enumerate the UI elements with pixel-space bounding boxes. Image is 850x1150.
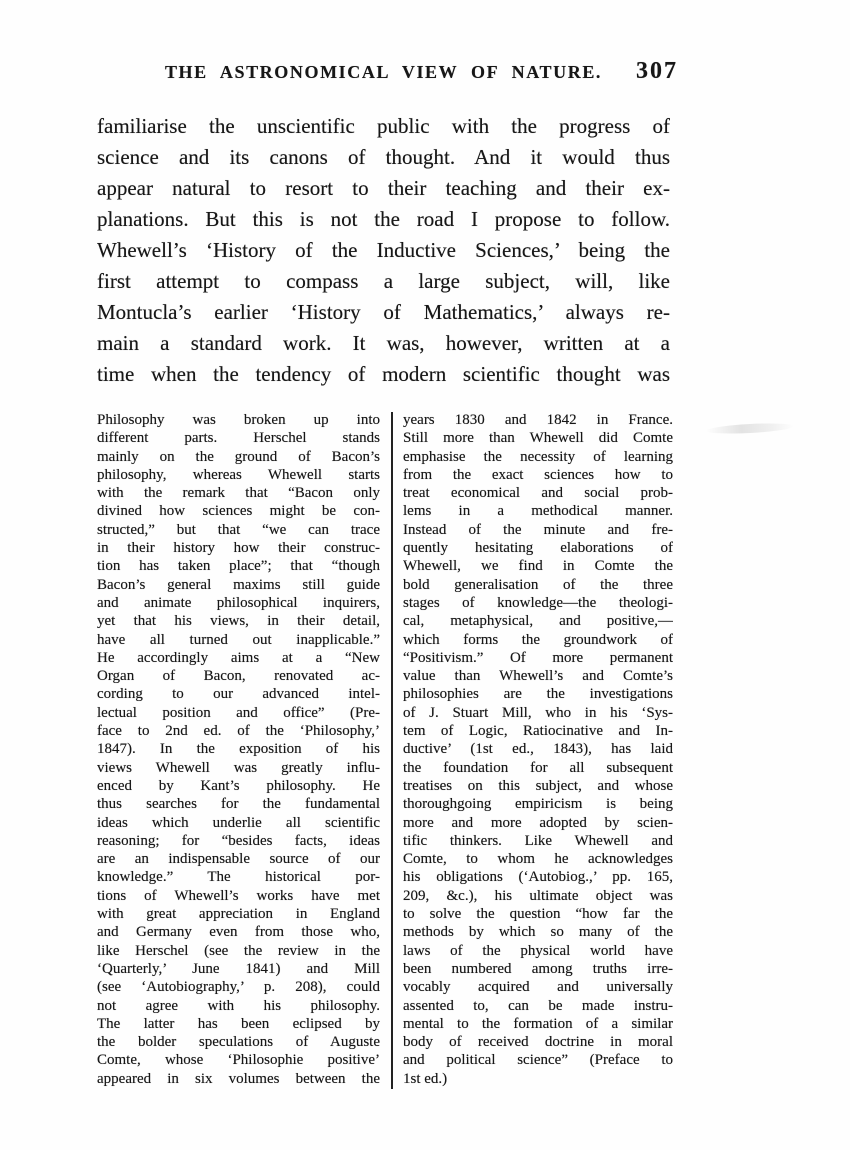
- footnote-line: Organ of Bacon, renovated ac-: [97, 668, 380, 685]
- footnote-line: ideas which underlie all scientific: [97, 814, 380, 831]
- footnote-line: Whewell, we find in Comte the: [403, 558, 673, 575]
- footnote-line: to solve the question “how far the: [403, 906, 673, 923]
- footnote-line: Comte, to whom he acknowledges: [403, 851, 673, 868]
- body-text-line: time when the tendency of modern scientific thought was: [97, 362, 670, 386]
- footnote-line: Bacon’s general maxims still guide: [97, 576, 380, 593]
- footnote-line: Still more than Whewell did Comte: [403, 430, 673, 447]
- footnote-line: 1847). In the exposition of his: [97, 741, 380, 758]
- footnote-line: tions of Whewell’s works have met: [97, 887, 380, 904]
- footnote-line: are an indispensable source of our: [97, 851, 380, 868]
- footnote-line: Philosophy was broken up into: [97, 412, 380, 428]
- running-title: THE ASTRONOMICAL VIEW OF NATURE.: [164, 62, 603, 82]
- footnote-line: cording to our advanced intel-: [97, 686, 380, 703]
- column-divider-rule: [391, 412, 393, 1089]
- body-text-line: appear natural to resort to their teaching and their ex-: [97, 176, 670, 200]
- footnote-line: quently hesitating elaborations of: [403, 540, 673, 557]
- body-text-line: science and its canons of thought. And it would thus: [97, 145, 670, 169]
- footnote-line: mental to the formation of a similar: [403, 1015, 673, 1032]
- footnote-line: treatises on this subject, and whose: [403, 777, 673, 794]
- footnote-line: his obligations (‘Autobiog.,’ pp. 165,: [403, 869, 673, 886]
- footnote-line: vocably acquired and universally: [403, 979, 673, 996]
- footnote-line: ‘Quarterly,’ June 1841) and Mill: [97, 960, 380, 977]
- footnote-line: value than Whewell’s and Comte’s: [403, 668, 673, 685]
- main-paragraph: [97, 111, 670, 390]
- body-text-line: familiarise the unscientific public with the progress of: [97, 114, 670, 138]
- footnote-line: years 1830 and 1842 in France.: [403, 412, 673, 428]
- body-text-line: Montucla’s earlier ‘History of Mathematics,’ always re-: [97, 300, 670, 324]
- footnote-line: been numbered among truths irre-: [403, 960, 673, 977]
- footnote-line: tem of Logic, Ratiocinative and In-: [403, 723, 673, 740]
- footnote-line: cal, metaphysical, and positive,—: [403, 613, 673, 630]
- footnote-line: treat economical and social prob-: [403, 485, 673, 502]
- footnote-line: bold generalisation of the three: [403, 576, 673, 593]
- footnote-line: reasoning; for “besides facts, ideas: [97, 832, 380, 849]
- footnote-line: knowledge.” The historical por-: [97, 869, 380, 886]
- footnote-line: different parts. Herschel stands: [97, 430, 380, 447]
- footnote-line: Instead of the minute and fre-: [403, 521, 673, 538]
- footnote-line: not agree with his philosophy.: [97, 997, 380, 1014]
- footnote-line: mainly on the ground of Bacon’s: [97, 448, 380, 465]
- body-text-line: Whewell’s ‘History of the Inductive Sciences,’ being the: [97, 238, 670, 262]
- footnote-line: and political science” (Preface to: [403, 1052, 673, 1069]
- footnote-line: 1st ed.): [403, 1070, 448, 1087]
- footnote-line: with the remark that “Bacon only: [97, 485, 380, 502]
- footnote-line: thus searches for the fundamental: [97, 796, 380, 813]
- footnote-line: divined how sciences might be con-: [97, 503, 380, 520]
- footnote-line: enced by Kant’s philosophy. He: [97, 777, 380, 794]
- footnote-line: tific thinkers. Like Whewell and: [403, 832, 673, 849]
- footnote-line: thoroughgoing empiricism is being: [403, 796, 673, 813]
- footnote-line: the foundation for all subsequent: [403, 759, 673, 776]
- footnote-line: from the exact sciences how to: [403, 466, 673, 483]
- footnote-line: lems in a methodical manner.: [403, 503, 673, 520]
- footnote-line: laws of the physical world have: [403, 942, 673, 959]
- footnote-line: Comte, whose ‘Philosophie positive’: [97, 1052, 380, 1069]
- footnote-line: assented to, can be made instru-: [403, 997, 673, 1014]
- footnote-line: methods by which so many of the: [403, 924, 673, 941]
- body-text-line: planations. But this is not the road I propose to follow.: [97, 207, 670, 231]
- body-text-line: first attempt to compass a large subject, will, like: [97, 269, 670, 293]
- body-text-line: main a standard work. It was, however, written at a: [97, 331, 670, 355]
- footnote-line: (see ‘Autobiography,’ p. 208), could: [97, 979, 380, 996]
- scan-smudge-artifact: [706, 422, 794, 436]
- footnote-line: tion has taken place”; that “though: [97, 558, 380, 575]
- footnote-left-column: [97, 411, 380, 1088]
- footnote-line: philosophies are the investigations: [403, 686, 673, 703]
- footnote-line: which forms the groundwork of: [403, 631, 673, 648]
- footnote-line: emphasise the necessity of learning: [403, 448, 673, 465]
- footnote-line: of J. Stuart Mill, who in his ‘Sys-: [403, 704, 673, 721]
- footnote-right-column: [403, 411, 673, 1088]
- footnote-line: face to 2nd ed. of the ‘Philosophy,’: [97, 723, 380, 740]
- footnote-line: philosophy, whereas Whewell starts: [97, 466, 380, 483]
- footnote-line: “Positivism.” Of more permanent: [403, 649, 673, 666]
- footnote-line: body of received doctrine in moral: [403, 1034, 673, 1051]
- footnote-line: like Herschel (see the review in the: [97, 942, 380, 959]
- footnote-line: The latter has been eclipsed by: [97, 1015, 380, 1032]
- footnote-line: ductive’ (1st ed., 1843), has laid: [403, 741, 673, 758]
- footnote-line: yet that his views, in their detail,: [97, 613, 380, 630]
- footnote-line: in their history how their construc-: [97, 540, 380, 557]
- page-header: [97, 62, 670, 88]
- footnote-line: and Germany even from those who,: [97, 924, 380, 941]
- footnote-line: have all turned out inapplicable.”: [97, 631, 380, 648]
- footnote-line: 209, &c.), his ultimate object was: [403, 887, 673, 904]
- footnote-line: stages of knowledge—the theologi-: [403, 594, 673, 611]
- footnote-line: He accordingly aims at a “New: [97, 649, 380, 666]
- footnote-line: more and more adopted by scien-: [403, 814, 673, 831]
- footnote-line: structed,” but that “we can trace: [97, 521, 380, 538]
- footnote-line: lectual position and office” (Pre-: [97, 704, 380, 721]
- footnote-line: the bolder speculations of Auguste: [97, 1034, 380, 1051]
- footnote-line: views Whewell was greatly influ-: [97, 759, 380, 776]
- footnote-line: and animate philosophical inquirers,: [97, 594, 380, 611]
- footnote-line: with great appreciation in England: [97, 906, 380, 923]
- footnote-line: appeared in six volumes between the: [97, 1070, 380, 1087]
- page-number: 307: [636, 58, 678, 84]
